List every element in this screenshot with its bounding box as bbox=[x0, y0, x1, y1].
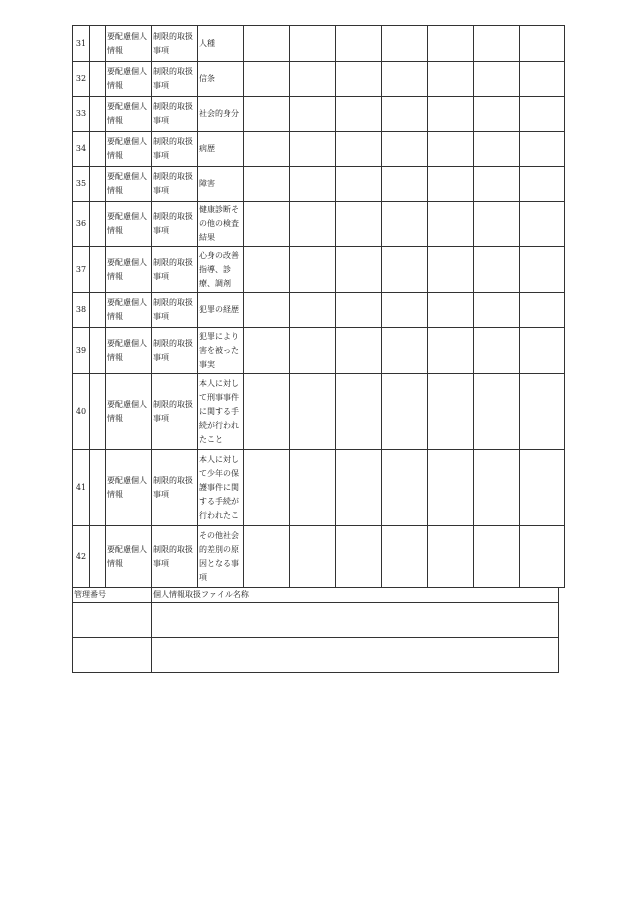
blank-cell bbox=[474, 26, 520, 62]
row-number-cell: 31 bbox=[73, 26, 90, 62]
blank-cell bbox=[520, 328, 565, 374]
blank-cell bbox=[520, 97, 565, 132]
category-cell: 要配慮個人情報 bbox=[106, 526, 152, 588]
blank-cell bbox=[428, 293, 474, 328]
item-cell: 信条 bbox=[198, 62, 244, 97]
row-number-cell: 35 bbox=[73, 167, 90, 202]
check-cell bbox=[90, 374, 106, 450]
row-number-cell: 40 bbox=[73, 374, 90, 450]
handling-type-cell: 制限的取扱事項 bbox=[152, 526, 198, 588]
table-row bbox=[73, 132, 565, 167]
table-row bbox=[73, 450, 565, 526]
blank-cell bbox=[382, 202, 428, 247]
table-row bbox=[73, 202, 565, 247]
item-cell: 犯罪の経歴 bbox=[198, 293, 244, 328]
blank-cell bbox=[474, 293, 520, 328]
handling-type-cell: 制限的取扱事項 bbox=[152, 450, 198, 526]
blank-cell bbox=[290, 62, 336, 97]
blank-cell bbox=[474, 132, 520, 167]
item-cell: 障害 bbox=[198, 167, 244, 202]
blank-cell bbox=[520, 26, 565, 62]
check-cell bbox=[90, 62, 106, 97]
blank-cell bbox=[428, 328, 474, 374]
category-cell: 要配慮個人情報 bbox=[106, 293, 152, 328]
handling-type-cell: 制限的取扱事項 bbox=[152, 293, 198, 328]
blank-cell bbox=[336, 526, 382, 588]
blank-cell bbox=[474, 328, 520, 374]
blank-cell bbox=[244, 526, 290, 588]
check-cell bbox=[90, 328, 106, 374]
row-number-cell: 33 bbox=[73, 97, 90, 132]
table-row bbox=[73, 62, 565, 97]
check-cell bbox=[90, 293, 106, 328]
item-cell: 本人に対して刑事事件に関する手続が行われたこと bbox=[198, 374, 244, 450]
item-cell: 社会的身分 bbox=[198, 97, 244, 132]
blank-cell bbox=[520, 374, 565, 450]
category-cell: 要配慮個人情報 bbox=[106, 167, 152, 202]
blank-cell bbox=[520, 293, 565, 328]
blank-cell bbox=[520, 247, 565, 293]
check-cell bbox=[90, 97, 106, 132]
check-cell bbox=[90, 247, 106, 293]
blank-cell bbox=[336, 62, 382, 97]
blank-cell bbox=[290, 132, 336, 167]
blank-cell bbox=[428, 132, 474, 167]
blank-cell bbox=[474, 62, 520, 97]
blank-cell bbox=[382, 374, 428, 450]
blank-cell bbox=[382, 247, 428, 293]
blank-cell bbox=[428, 450, 474, 526]
blank-cell bbox=[520, 167, 565, 202]
blank-cell bbox=[244, 132, 290, 167]
table-row bbox=[73, 26, 565, 62]
blank-cell bbox=[428, 97, 474, 132]
row-number-cell: 41 bbox=[73, 450, 90, 526]
blank-cell bbox=[428, 167, 474, 202]
blank-cell bbox=[290, 26, 336, 62]
row-number-cell: 42 bbox=[73, 526, 90, 588]
check-cell bbox=[90, 202, 106, 247]
item-cell: 本人に対して少年の保護事件に関する手続が行われたこ bbox=[198, 450, 244, 526]
table-row bbox=[73, 97, 565, 132]
handling-type-cell: 制限的取扱事項 bbox=[152, 167, 198, 202]
management-number-cell bbox=[73, 603, 152, 638]
blank-cell bbox=[474, 167, 520, 202]
blank-cell bbox=[336, 293, 382, 328]
blank-cell bbox=[290, 97, 336, 132]
category-cell: 要配慮個人情報 bbox=[106, 202, 152, 247]
blank-cell bbox=[428, 62, 474, 97]
blank-cell bbox=[382, 26, 428, 62]
row-number-cell: 34 bbox=[73, 132, 90, 167]
item-cell: その他社会的差別の原因となる事項 bbox=[198, 526, 244, 588]
blank-cell bbox=[474, 97, 520, 132]
blank-cell bbox=[474, 526, 520, 588]
file-info-header-row bbox=[73, 588, 559, 603]
item-cell: 健康診断その他の検査結果 bbox=[198, 202, 244, 247]
blank-cell bbox=[474, 202, 520, 247]
blank-cell bbox=[520, 450, 565, 526]
check-cell bbox=[90, 26, 106, 62]
item-cell: 犯罪により害を被った事実 bbox=[198, 328, 244, 374]
file-name-cell bbox=[152, 638, 559, 673]
file-name-cell bbox=[152, 603, 559, 638]
blank-cell bbox=[382, 450, 428, 526]
blank-cell bbox=[336, 97, 382, 132]
blank-cell bbox=[382, 293, 428, 328]
category-cell: 要配慮個人情報 bbox=[106, 26, 152, 62]
table-row bbox=[73, 167, 565, 202]
blank-cell bbox=[290, 374, 336, 450]
blank-cell bbox=[336, 247, 382, 293]
blank-cell bbox=[290, 247, 336, 293]
category-cell: 要配慮個人情報 bbox=[106, 62, 152, 97]
blank-cell bbox=[290, 202, 336, 247]
item-cell: 心身の改善指導、診療、調剤 bbox=[198, 247, 244, 293]
handling-type-cell: 制限的取扱事項 bbox=[152, 202, 198, 247]
table-row bbox=[73, 247, 565, 293]
category-cell: 要配慮個人情報 bbox=[106, 97, 152, 132]
blank-cell bbox=[336, 132, 382, 167]
blank-cell bbox=[244, 374, 290, 450]
blank-cell bbox=[428, 526, 474, 588]
blank-cell bbox=[290, 167, 336, 202]
blank-cell bbox=[382, 328, 428, 374]
blank-cell bbox=[474, 247, 520, 293]
management-number-label: 管理番号 bbox=[73, 588, 152, 603]
sensitive-info-table bbox=[72, 25, 565, 588]
item-cell: 人種 bbox=[198, 26, 244, 62]
blank-cell bbox=[520, 62, 565, 97]
blank-cell bbox=[290, 450, 336, 526]
handling-type-cell: 制限的取扱事項 bbox=[152, 132, 198, 167]
row-number-cell: 36 bbox=[73, 202, 90, 247]
table-row bbox=[73, 374, 565, 450]
blank-cell bbox=[428, 374, 474, 450]
blank-cell bbox=[336, 202, 382, 247]
blank-cell bbox=[474, 450, 520, 526]
handling-type-cell: 制限的取扱事項 bbox=[152, 374, 198, 450]
blank-cell bbox=[336, 26, 382, 62]
table-row bbox=[73, 526, 565, 588]
item-cell: 病歴 bbox=[198, 132, 244, 167]
blank-cell bbox=[382, 167, 428, 202]
row-number-cell: 38 bbox=[73, 293, 90, 328]
category-cell: 要配慮個人情報 bbox=[106, 374, 152, 450]
blank-cell bbox=[428, 26, 474, 62]
blank-cell bbox=[290, 293, 336, 328]
category-cell: 要配慮個人情報 bbox=[106, 450, 152, 526]
table-row bbox=[73, 293, 565, 328]
blank-cell bbox=[336, 374, 382, 450]
category-cell: 要配慮個人情報 bbox=[106, 247, 152, 293]
table-row bbox=[73, 328, 565, 374]
blank-cell bbox=[290, 526, 336, 588]
blank-cell bbox=[244, 247, 290, 293]
handling-type-cell: 制限的取扱事項 bbox=[152, 26, 198, 62]
check-cell bbox=[90, 132, 106, 167]
blank-cell bbox=[428, 202, 474, 247]
blank-cell bbox=[336, 328, 382, 374]
blank-cell bbox=[244, 26, 290, 62]
file-name-label: 個人情報取扱ファイル名称 bbox=[152, 588, 559, 603]
handling-type-cell: 制限的取扱事項 bbox=[152, 247, 198, 293]
blank-cell bbox=[244, 167, 290, 202]
blank-cell bbox=[244, 293, 290, 328]
blank-cell bbox=[520, 132, 565, 167]
row-number-cell: 39 bbox=[73, 328, 90, 374]
blank-cell bbox=[520, 202, 565, 247]
check-cell bbox=[90, 450, 106, 526]
blank-cell bbox=[382, 62, 428, 97]
blank-cell bbox=[244, 450, 290, 526]
file-info-table bbox=[72, 587, 559, 673]
category-cell: 要配慮個人情報 bbox=[106, 132, 152, 167]
blank-cell bbox=[474, 374, 520, 450]
blank-cell bbox=[382, 97, 428, 132]
row-number-cell: 32 bbox=[73, 62, 90, 97]
row-number-cell: 37 bbox=[73, 247, 90, 293]
blank-cell bbox=[382, 132, 428, 167]
handling-type-cell: 制限的取扱事項 bbox=[152, 328, 198, 374]
file-info-row bbox=[73, 638, 559, 673]
category-cell: 要配慮個人情報 bbox=[106, 328, 152, 374]
document-page bbox=[72, 25, 558, 673]
check-cell bbox=[90, 526, 106, 588]
blank-cell bbox=[428, 247, 474, 293]
management-number-cell bbox=[73, 638, 152, 673]
handling-type-cell: 制限的取扱事項 bbox=[152, 62, 198, 97]
blank-cell bbox=[244, 328, 290, 374]
blank-cell bbox=[244, 202, 290, 247]
blank-cell bbox=[336, 450, 382, 526]
check-cell bbox=[90, 167, 106, 202]
blank-cell bbox=[382, 526, 428, 588]
blank-cell bbox=[290, 328, 336, 374]
blank-cell bbox=[244, 62, 290, 97]
file-info-row bbox=[73, 603, 559, 638]
handling-type-cell: 制限的取扱事項 bbox=[152, 97, 198, 132]
blank-cell bbox=[336, 167, 382, 202]
blank-cell bbox=[244, 97, 290, 132]
blank-cell bbox=[520, 526, 565, 588]
